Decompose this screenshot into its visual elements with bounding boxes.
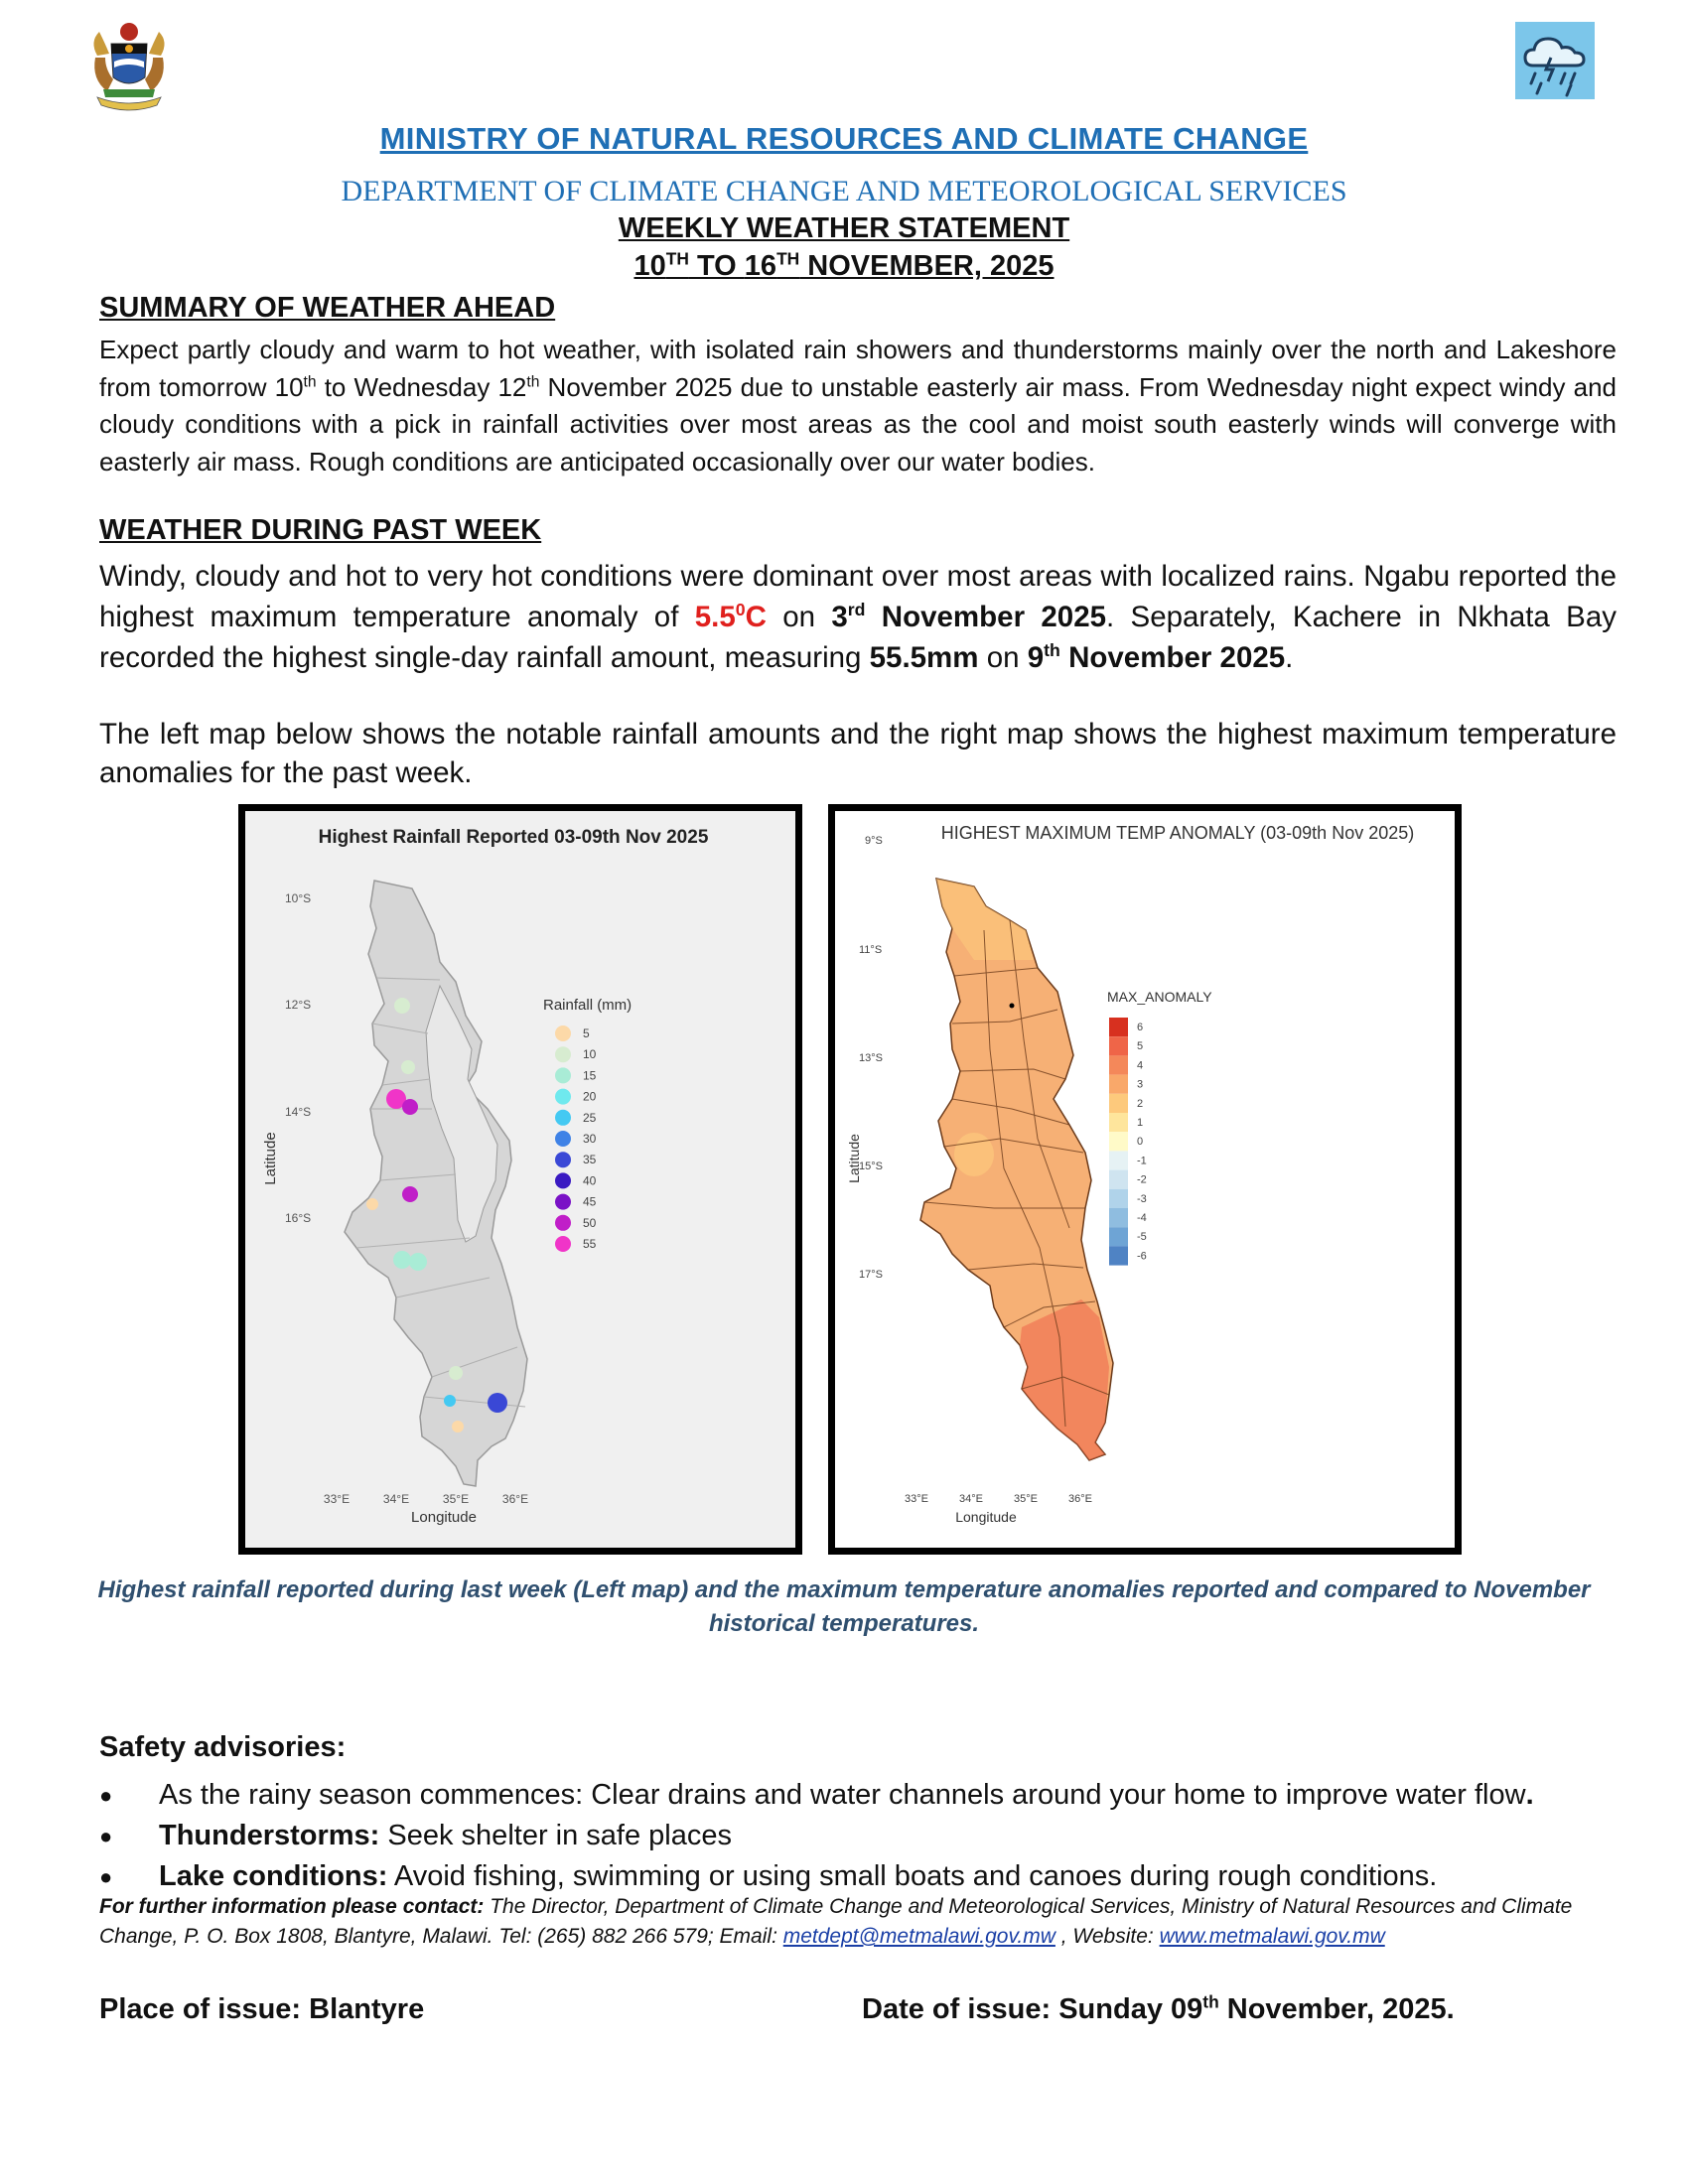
temp-legend-swatch — [1109, 1018, 1128, 1036]
rainfall-legend-swatch — [555, 1152, 571, 1167]
rainfall-map-title: Highest Rainfall Reported 03-09th Nov 2025 — [318, 827, 709, 848]
rainfall-legend-label: 45 — [583, 1194, 597, 1209]
safety-item: ● Thunderstorms: Seek shelter in safe places — [99, 1816, 1648, 1856]
date-of-issue: Date of issue: Sunday 09th November, 2025. — [862, 1991, 1455, 2025]
temp-legend-label: -4 — [1137, 1212, 1147, 1224]
temp-legend-swatch — [1109, 1075, 1128, 1094]
rainfall-legend-swatch — [555, 1110, 571, 1126]
temp-legend-swatch — [1109, 1113, 1128, 1132]
temp-legend-swatch — [1109, 1170, 1128, 1189]
station-marker — [366, 1198, 378, 1210]
malawi-coat-of-arms-logo — [83, 18, 175, 113]
rainfall-map-frame — [238, 804, 802, 1555]
cloud-rain-icon — [1515, 22, 1595, 99]
station-marker — [401, 1060, 415, 1074]
temp-legend-label: 5 — [1137, 1040, 1144, 1053]
rainfall-legend-swatch — [555, 1172, 571, 1188]
statement-period: 10TH TO 16TH NOVEMBER, 2025 — [633, 248, 1055, 282]
website-link[interactable]: www.metmalawi.gov.mw — [1159, 1925, 1385, 1948]
rainfall-legend-label: 35 — [583, 1153, 597, 1167]
temp-legend-label: 2 — [1137, 1097, 1144, 1110]
rainfall-legend-swatch — [555, 1194, 571, 1210]
temp-legend-label: 1 — [1137, 1117, 1144, 1129]
rainfall-legend-swatch — [555, 1025, 571, 1041]
safety-list — [99, 1775, 1648, 1897]
maps-intro: The left map below shows the notable rainfall amounts and the right map shows the highest maximum temperature anomalies for the past week. — [99, 718, 1617, 789]
temp-xlabel: Longitude — [955, 1509, 1017, 1525]
rainfall-legend-swatch — [555, 1131, 571, 1147]
svg-text:13°S: 13°S — [859, 1052, 883, 1064]
temp-legend-title: MAX_ANOMALY — [1107, 989, 1212, 1005]
temp-anomaly-map-frame — [828, 804, 1462, 1555]
rainfall-ylabel: Latitude — [262, 1132, 279, 1185]
rainfall-legend-label: 50 — [583, 1215, 597, 1230]
station-marker — [394, 998, 410, 1014]
temp-legend-label: 0 — [1137, 1136, 1144, 1149]
svg-text:9°S: 9°S — [865, 835, 883, 847]
temp-legend-swatch — [1109, 1151, 1128, 1169]
temp-legend-swatch — [1109, 1227, 1128, 1246]
svg-text:35°E: 35°E — [442, 1492, 470, 1506]
temp-legend-swatch — [1109, 1208, 1128, 1227]
temp-legend-label: 3 — [1137, 1078, 1144, 1091]
maps-caption: Highest rainfall reported during last week (Left map) and the maximum temperature anomalies reported and compared to November historical temperatures. — [97, 1576, 1591, 1637]
svg-text:15°S: 15°S — [859, 1160, 883, 1172]
temp-legend-swatch — [1109, 1246, 1128, 1265]
statement-title: WEEKLY WEATHER STATEMENT — [618, 212, 1070, 244]
temp-legend-label: 4 — [1137, 1059, 1144, 1072]
svg-text:36°E: 36°E — [1068, 1493, 1092, 1505]
svg-text:10°S: 10°S — [285, 891, 312, 905]
temp-map-title: HIGHEST MAXIMUM TEMP ANOMALY (03-09th Nov 2025) — [940, 823, 1415, 843]
rainfall-legend-title: Rainfall (mm) — [543, 997, 633, 1014]
past-week-heading: WEATHER DURING PAST WEEK — [99, 514, 542, 546]
rainfall-legend-swatch — [555, 1067, 571, 1083]
temp-legend-swatch — [1109, 1189, 1128, 1208]
ministry-title: MINISTRY OF NATURAL RESOURCES AND CLIMATE CHANGE — [379, 121, 1309, 156]
rainfall-legend-label: 20 — [583, 1089, 597, 1104]
rainfall-map — [245, 811, 795, 1548]
temp-legend-swatch — [1109, 1094, 1128, 1113]
svg-text:33°E: 33°E — [323, 1492, 351, 1506]
temp-legend-label: 6 — [1137, 1022, 1144, 1033]
station-marker — [409, 1253, 427, 1271]
safety-item: ● As the rainy season commences: Clear drains and water channels around your home to improve water flow. — [99, 1775, 1648, 1816]
temp-warm-spot — [954, 1133, 994, 1176]
rainfall-legend-swatch — [555, 1215, 571, 1231]
safety-item: ● Lake conditions: Avoid fishing, swimming or using small boats and canoes during rough conditions. — [99, 1856, 1648, 1897]
rainfall-legend-label: 55 — [583, 1237, 597, 1251]
temp-legend-swatch — [1109, 1132, 1128, 1151]
rainfall-legend-label: 25 — [583, 1110, 597, 1125]
station-marker — [452, 1421, 464, 1433]
svg-text:34°E: 34°E — [959, 1493, 983, 1505]
temp-legend-swatch — [1109, 1036, 1128, 1055]
temp-legend-label: -2 — [1137, 1173, 1147, 1186]
station-marker — [449, 1366, 463, 1380]
temp-legend-label: -5 — [1137, 1231, 1147, 1244]
rainfall-legend-swatch — [555, 1236, 571, 1252]
station-marker — [444, 1395, 456, 1407]
svg-text:35°E: 35°E — [1014, 1493, 1038, 1505]
rainfall-legend-label: 5 — [583, 1026, 590, 1040]
svg-text:33°E: 33°E — [905, 1493, 928, 1505]
temp-legend-label: -6 — [1137, 1250, 1147, 1263]
svg-text:34°E: 34°E — [382, 1492, 410, 1506]
contact-info: For further information please contact: The Director, Department of Climate Change and Meteorological Services, Ministry of Natural Resources and Climate Change, P. O. Box 1808, Blantyre, Malawi. Tel: (265) 882 266 579; Email: metdept@metmalawi.gov.mw , Website: www.metmalawi.gov.mw — [99, 1895, 1573, 1948]
svg-text:11°S: 11°S — [859, 944, 883, 956]
station-marker — [488, 1393, 507, 1413]
station-marker — [402, 1099, 418, 1115]
email-link[interactable]: metdept@metmalawi.gov.mw — [782, 1925, 1055, 1948]
svg-text:16°S: 16°S — [285, 1211, 312, 1225]
rainfall-legend-label: 15 — [583, 1068, 597, 1083]
temp-legend-swatch — [1109, 1055, 1128, 1074]
rainfall-legend-swatch — [555, 1089, 571, 1105]
past-week-paragraph: Windy, cloudy and hot to very hot conditions were dominant over most areas with localized rains. Ngabu reported the highest maximum temperature anomaly of $5.5^0C$ on 3rd November 2025. Separately, Kachere in Nkhata Bay recorded the highest single-day rainfall amount, measuring 55.5mm on 9th November 2025. — [99, 560, 1617, 674]
place-of-issue: Place of issue: Blantyre — [99, 1993, 425, 2025]
anomaly-value: $5.5^0C$ — [694, 600, 767, 633]
station-marker — [393, 1251, 411, 1269]
station-marker — [402, 1186, 418, 1202]
summary-paragraph: Expect partly cloudy and warm to hot weather, with isolated rain showers and thunderstorms mainly over the north and Lakeshore from tomorrow 10th to Wednesday 12th November 2025 due to unstable easterly air mass. From Wednesday night expect windy and cloudy conditions with a pick in rainfall activities over most areas as the cool and moist south easterly winds will converge with easterly air mass. Rough conditions are anticipated occasionally over our water bodies. — [99, 335, 1617, 477]
safety-heading: Safety advisories: — [99, 1731, 347, 1763]
rainfall-xlabel: Longitude — [411, 1509, 477, 1526]
rainfall-legend-label: 30 — [583, 1132, 597, 1146]
department-title: DEPARTMENT OF CLIMATE CHANGE AND METEOROLOGICAL SERVICES — [341, 175, 1347, 207]
summary-heading: SUMMARY OF WEATHER AHEAD — [99, 292, 556, 324]
temp-legend-label: -3 — [1137, 1192, 1147, 1205]
rainfall-legend-label: 10 — [583, 1047, 597, 1062]
temp-anomaly-map — [835, 811, 1455, 1548]
svg-text:17°S: 17°S — [859, 1269, 883, 1281]
svg-text:12°S: 12°S — [285, 998, 312, 1012]
svg-text:14°S: 14°S — [285, 1105, 312, 1119]
rainfall-legend-swatch — [555, 1046, 571, 1062]
rainfall-legend-label: 40 — [583, 1173, 597, 1188]
temp-ylabel: Latitude — [846, 1134, 862, 1183]
svg-text:36°E: 36°E — [501, 1492, 529, 1506]
temp-legend-label: -1 — [1137, 1155, 1147, 1167]
island-marker — [1010, 1004, 1015, 1009]
